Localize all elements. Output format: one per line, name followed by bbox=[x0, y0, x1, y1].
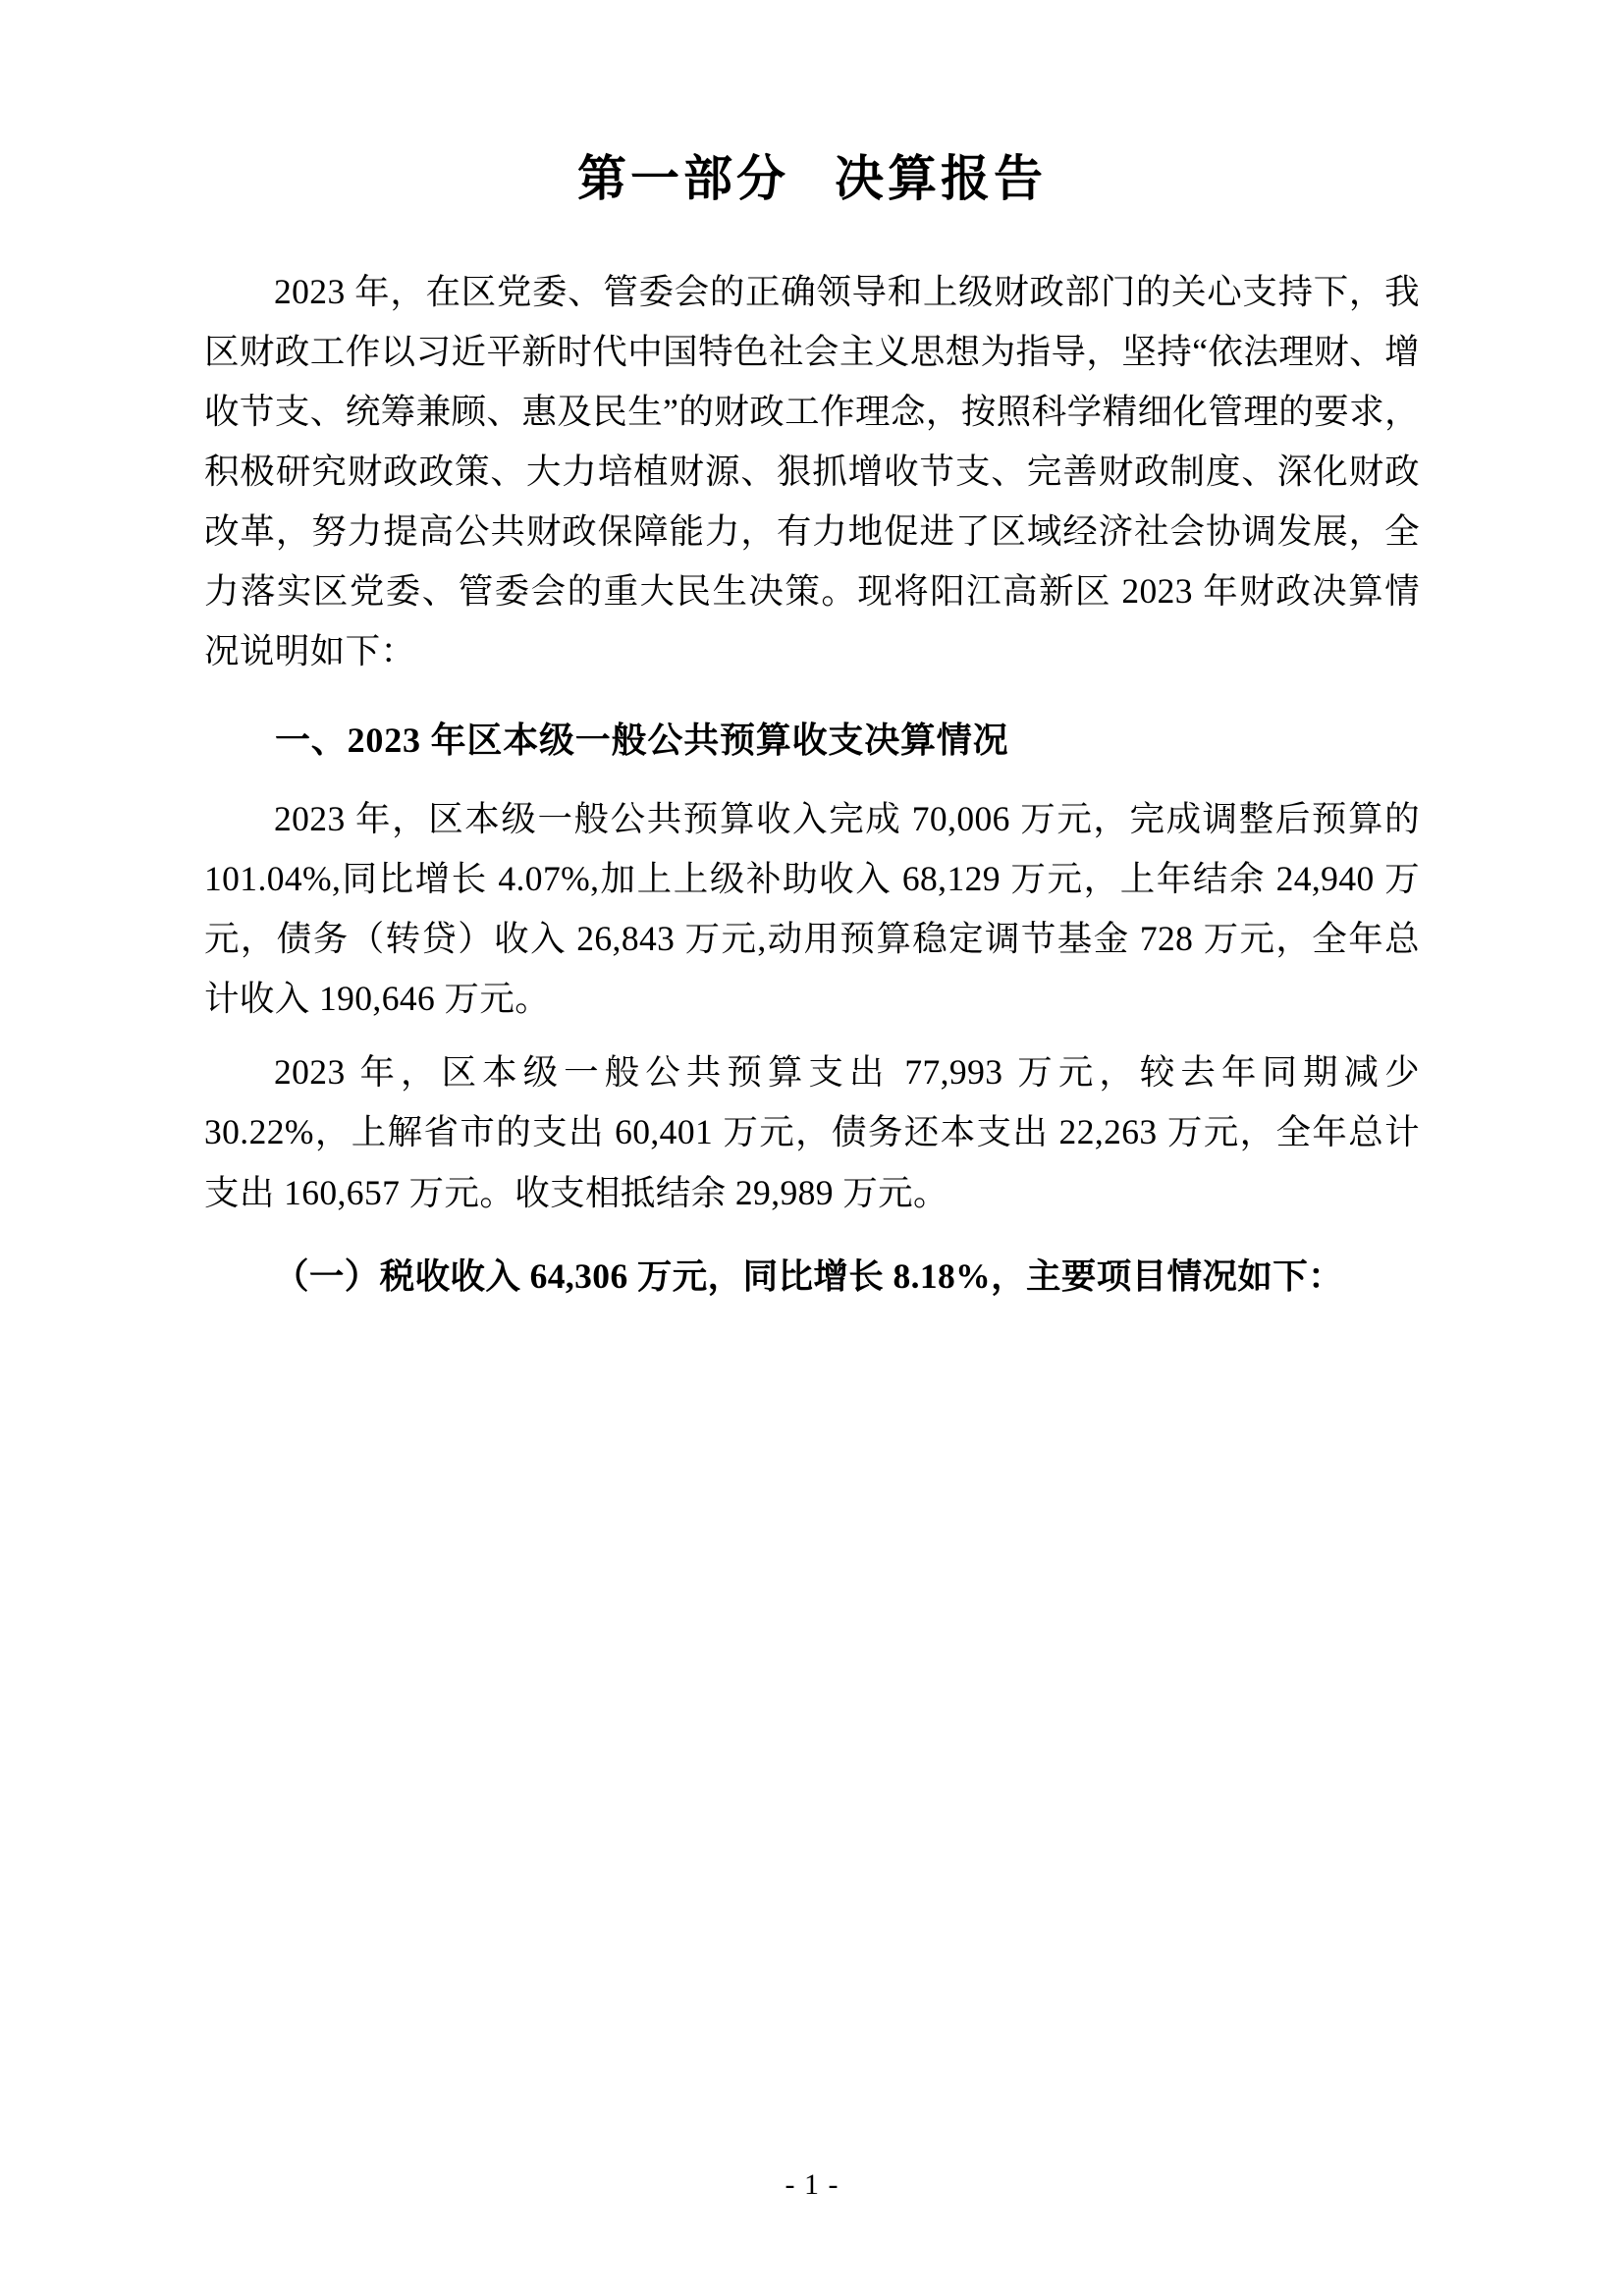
page-number: - 1 - bbox=[785, 2168, 839, 2201]
paragraph-revenue: 2023 年，区本级一般公共预算收入完成 70,006 万元，完成调整后预算的 101.04%,同比增长 4.07%,加上上级补助收入 68,129 万元，上年结余 24,940 万元，债务（转贷）收入 26,843 万元,动用预算稳定调节基金 728 万元，全年总计收入 190,646 万元。 bbox=[204, 799, 1420, 1019]
page-title bbox=[204, 147, 1420, 211]
page-title-main: 决算报告 bbox=[835, 151, 1047, 206]
paragraph-intro: 2023 年，在区党委、管委会的正确领导和上级财政部门的关心支持下，我区财政工作以习近平新时代中国特色社会主义思想为指导，坚持“依法理财、增收节支、统筹兼顾、惠及民生”的财政工作理念，按照科学精细化管理的要求，积极研究财政政策、大力培植财源、狠抓增收节支、完善财政制度、深化财政改革，努力提高公共财政保障能力，有力地促进了区域经济社会协调发展，全力落实区党委、管委会的重大民生决策。现将阳江高新区 2023 年财政决算情况说明如下： bbox=[204, 272, 1420, 671]
page-title-part: 第一部分 bbox=[577, 151, 789, 206]
sub-heading-tax-revenue: （一）税收收入 64,306 万元，同比增长 8.18%，主要项目情况如下： bbox=[274, 1255, 1344, 1296]
paragraph-expenditure: 2023 年，区本级一般公共预算支出 77,993 万元，较去年同期减少 30.22%，上解省市的支出 60,401 万元，债务还本支出 22,263 万元，全年总计支出 160,657 万元。收支相抵结余 29,989 万元。 bbox=[204, 1052, 1420, 1212]
section-heading-1: 一、2023 年区本级一般公共预算收支决算情况 bbox=[275, 721, 1009, 761]
